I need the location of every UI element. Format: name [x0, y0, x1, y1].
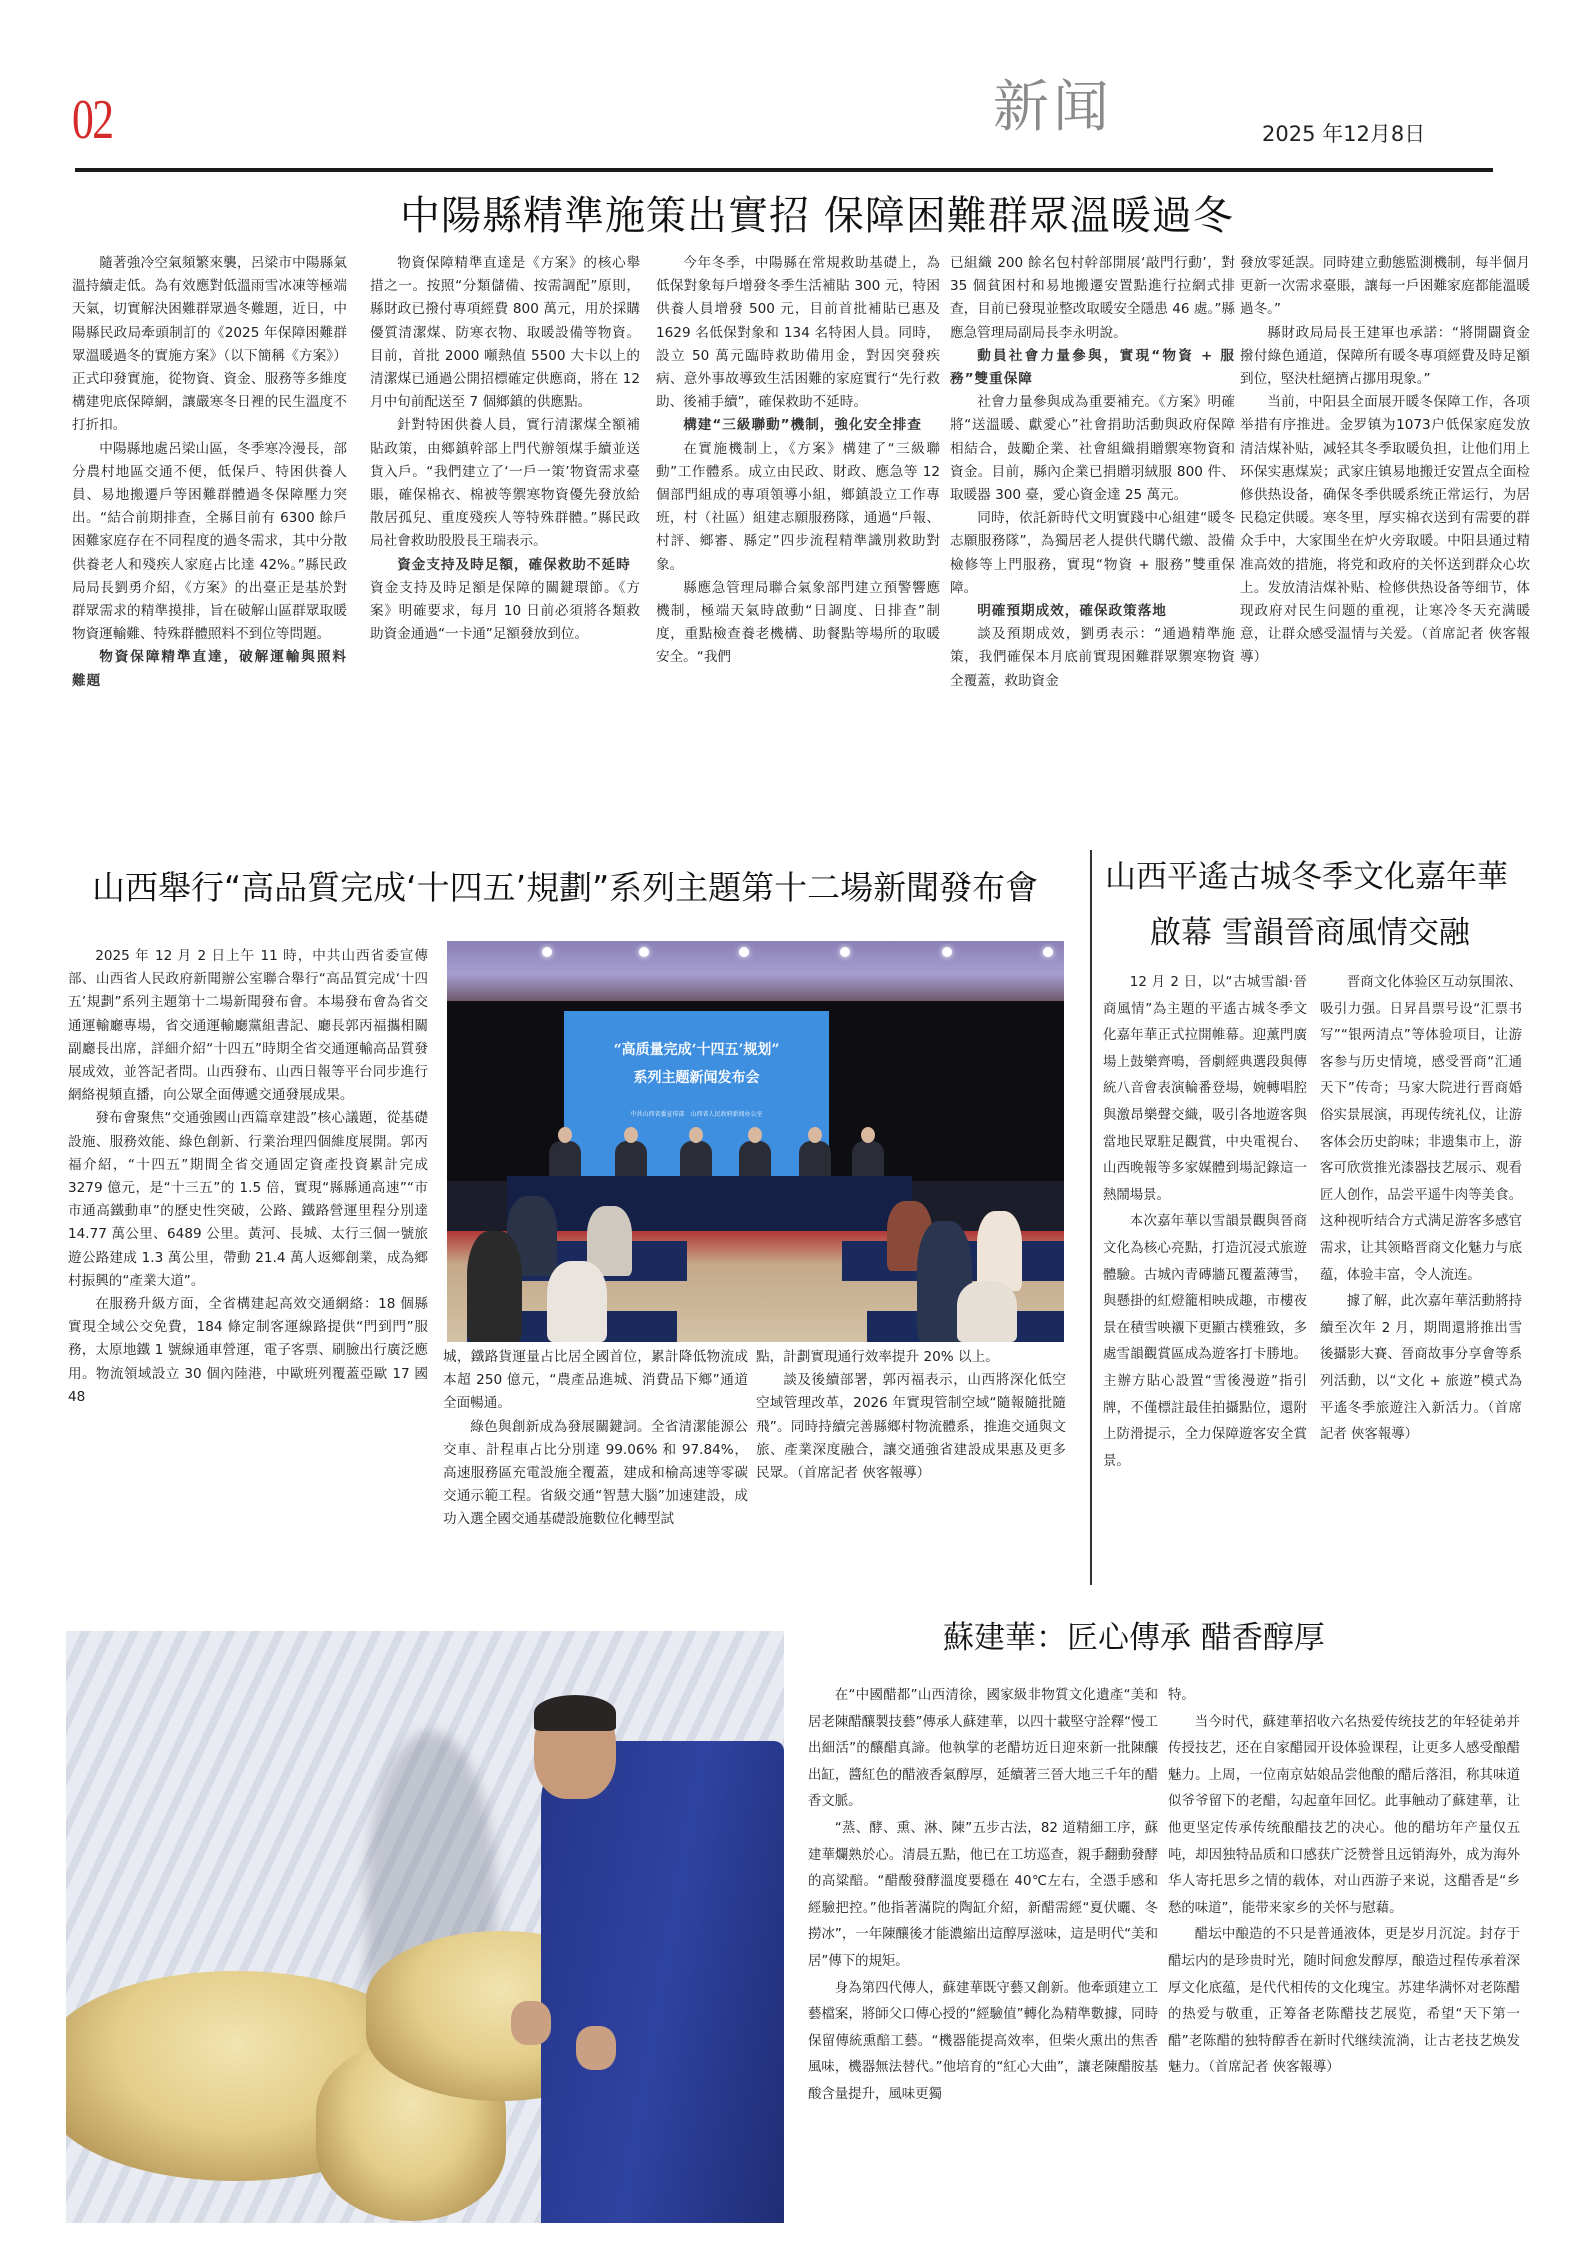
paragraph: 当前，中阳县全面展开暖冬保障工作，各项举措有序推进。金罗镇为1073户低保家庭发放清洁煤补贴，减轻其冬季取暖负担，让他们用上环保实惠煤炭；武家庄镇易地搬迁安置点全面检修供热设备，确保冬季供暖系统正常运行，为居民稳定供暖。寒冬里，厚实棉衣送到有需要的群众手中，大家围坐在炉火旁取暖。中阳县通过精准高效的措施，将党和政府的关怀送到群众心坎上。发放清洁煤补贴、检修供热设备等细节，体现政府对民生问题的重视，让寒冷冬天充满暖意，让群众感受温情与关爱。（首席記者 俠客報導）	[1240, 394, 1530, 666]
paragraph: 談及後續部署，郭丙福表示，山西將深化低空空域管理改革，2026 年實現管制空域“隨報隨批隨飛”。同時持續完善縣鄉村物流體系，推進交通與文旅、產業深度融合，讓交通強省建設成果惠及更多民眾。（首席記者 俠客報導）	[756, 1372, 1066, 1482]
page-number: 02	[72, 89, 113, 151]
speaker-table	[507, 1176, 912, 1231]
subheading: 資金支持及時足額，確保救助不延時	[397, 556, 631, 573]
paragraph: 發放零延誤。同時建立動態監測機制，每半個月更新一次需求臺賬，讓每一戶困難家庭都能溫暖過冬。”	[1240, 255, 1530, 318]
paragraph: 当今时代，蘇建華招收六名热爱传统技艺的年轻徒弟并传授技艺，还在自家醋园开设体验课程，让更多人感受酿醋魅力。上周，一位南京姑娘品尝他酿的醋后落泪，称其味道似爷爷留下的老醋，勾起童年回忆。此事触动了蘇建華，让他更坚定传承传统酿醋技艺的决心。他的醋坊年产量仅五吨，却因独特品质和口感获广泛赞誉且远销海外，成为海外华人寄托思乡之情的载体，对山西游子来说，这醋香是“乡愁的味道”，能带来家乡的关怀与慰藉。	[1168, 1714, 1520, 1916]
paragraph: 隨著強冷空氣頻繁來襲，呂梁市中陽縣氣溫持續走低。為有效應對低溫雨雪冰凍等極端天氣，切實解決困難群眾過冬難題，近日，中陽縣民政局牽頭制訂的《2025 年保障困難群眾溫暖過冬的實施方案》（以下簡稱《方案》）正式印發實施，從物資、資金、服務等多維度構建兜底保障網，讓嚴寒冬日裡的民生溫度不打折扣。	[72, 255, 347, 434]
press-conference-photo	[447, 941, 1064, 1342]
masthead-divider	[75, 168, 1493, 172]
subheading: 明確預期成效，確保政策落地	[977, 603, 1167, 620]
article4-headline: 蘇建華：匠心傳承 醋香醇厚	[943, 1620, 1325, 1656]
paragraph: 社會力量參與成為重要補充。《方案》明確將“送溫暖、獻愛心”社會捐助活動與政府保障相結合，鼓勵企業、社會組織捐贈禦寒物資和資金。目前，縣內企業已捐贈羽絨服 800 件、取暖器 300 臺，愛心資金達 25 萬元。	[950, 394, 1235, 504]
paragraph: 今年冬季，中陽縣在常規救助基礎上，為低保對象每戶增發冬季生活補貼 300 元，特困供養人員增發 500 元，目前首批補貼已惠及 1629 名低保對象和 134 名特困人員。同時，設立 50 萬元臨時救助備用金，對因突發疾病、意外事故導致生活困難的家庭實行“先行救助、後補手續”，確保救助不延時。	[656, 255, 940, 411]
subheading: 動員社會力量參與，實現“物資 + 服務”雙重保障	[950, 347, 1235, 388]
ceiling	[447, 941, 1064, 1001]
paragraph: 在服務升級方面，全省構建起高效交通網絡：18 個縣實現全域公交免費，184 條定制客運線路提供“門到門”服務，太原地鐵 1 號線通車營運，電子客票、刷臉出行廣泛應用。物流領域設立 30 個內陸港，中歐班列覆蓋亞歐 17 國 48	[68, 1296, 428, 1405]
paragraph: 縣應急管理局聯合氣象部門建立預警響應機制，極端天氣時啟動“日調度、日排查”制度，重點檢查養老機構、助餐點等場所的取暖安全。“我們	[656, 579, 940, 666]
subheading: 物資保障精準直達，破解運輸與照料難題	[72, 649, 347, 689]
article1-column-3	[656, 252, 940, 670]
issue-date: 2025 年12月8日	[1262, 122, 1426, 146]
paragraph: 中陽縣地處呂梁山區，冬季寒冷漫長，部分農村地區交通不便，低保戶、特困供養人員、易地搬遷戶等困難群體過冬保障壓力突出。“結合前期排查，全縣目前有 6300 餘戶困難家庭存在不同程度的過冬需求，其中分散供養老人和殘疾人家庭占比達 42%。”縣民政局局長劉勇介紹，《方案》的出臺正是基於對群眾需求的精準摸排，旨在破解山區群眾取暖物資運輸難、特殊群體照料不到位等問題。	[72, 440, 347, 643]
article1-column-4	[950, 252, 1235, 693]
article1-column-2	[370, 252, 640, 646]
paragraph: 醋坛中酿造的不只是普通液体，更是岁月沉淀。封存于醋坛内的是珍贵时光，随时间愈发醇厚，酿造过程传承着深厚文化底蕴，是代代相传的文化瑰宝。苏建华满怀对老陈醋的热爱与敬重，正筹备老陈醋技艺展览，希望“天下第一醋”老陈醋的独特醇香在新时代继续流淌，让古老技艺焕发魅力。（首席記者 俠客報導）	[1168, 1927, 1520, 2076]
paragraph: 晋商文化体验区互动氛围浓、吸引力强。日昇昌票号设“汇票书写”“银两清点”等体验项目，让游客参与历史情境，感受晋商“汇通天下”传奇；马家大院进行晋商婚俗实景展演，再现传统礼仪，让游客体会历史韵味；非遗集市上，游客可欣赏推光漆器技艺展示、观看匠人创作，品尝平遥牛肉等美食。这种视听结合方式满足游客多感官需求，让其领略晋商文化魅力与底蕴，体验丰富，令人流连。	[1320, 975, 1522, 1283]
article1-headline: 中陽縣精準施策出實招 保障困難群眾溫暖過冬	[400, 193, 1234, 239]
paragraph: 特。	[1168, 1688, 1195, 1703]
subheading: 構建“三級聯動”機制，強化安全排查	[683, 417, 922, 434]
section-title: 新闻	[993, 75, 1113, 140]
column-divider	[1090, 850, 1092, 1585]
article3-column-left	[1103, 970, 1307, 1475]
presentation-screen: “高质量完成‘十四五’规划” 系列主题新闻发布会 中共山西省委宣传部 山西省人民政府新闻办公室	[564, 1011, 829, 1176]
paragraph: 在“中國醋都”山西清徐，國家級非物質文化遺產“美和居老陳醋釀製技藝”傳承人蘇建華，以四十載堅守詮釋“慢工出細活”的釀醋真諦。他執掌的老醋坊近日迎來新一批陳釀出缸，醬紅色的醋液香氣醇厚，延續著三晉大地三千年的醋香文脈。	[808, 1688, 1158, 1810]
vinegar-artisan-photo	[66, 1631, 784, 2223]
paragraph: “蒸、酵、熏、淋、陳”五步古法，82 道精細工序，蘇建華爛熟於心。清晨五點，他已在工坊巡查，親手翻動發酵的高粱醅。“醋酸發酵溫度要穩在 40℃左右，全憑手感和經驗把控。”他指著滿院的陶缸介紹，新醋需經“夏伏曬、冬撈冰”，一年陳釀後才能濃縮出這醇厚滋味，這是明代“美和居”傳下的規矩。	[808, 1820, 1158, 1969]
paragraph: 城，鐵路貨運量占比居全國首位，累計降低物流成本超 250 億元，“農產品進城、消費品下鄉”通道全面暢通。	[443, 1349, 748, 1412]
paragraph: 針對特困供養人員，實行清潔煤全額補貼政策，由鄉鎮幹部上門代辦領煤手續並送貨入戶。“我們建立了‘一戶一策’物資需求臺賬，確保棉衣、棉被等禦寒物資優先發放給散居孤兒、重度殘疾人等特殊群體。”縣民政局社會救助股股長王瑞表示。	[370, 417, 640, 550]
artisan-figure	[541, 1741, 784, 2223]
article3-column-right	[1320, 970, 1522, 1449]
article3-headline-line2: 啟幕 雪韻晉商風情交融	[1150, 915, 1470, 951]
article1-column-5	[1240, 252, 1530, 670]
article2-headline: 山西舉行“高品質完成‘十四五’規劃”系列主題第十二場新聞發布會	[92, 868, 1039, 907]
paragraph: 身為第四代傳人，蘇建華既守藝又創新。他牽頭建立工藝檔案，將師父口傳心授的“經驗值”轉化為精準數據，同時保留傳統熏醅工藝。“機器能提高效率，但柴火熏出的焦香風味，機器無法替代。”他培育的“紅心大曲”，讓老陳醋胺基酸含量提升，風味更獨	[808, 1980, 1158, 2102]
paragraph: 2025 年 12 月 2 日上午 11 時，中共山西省委宣傳部、山西省人民政府新聞辦公室聯合舉行“高品質完成‘十四五’規劃”系列主題第十二場新聞發布會。本場發布會為省交通運輸廳專場，省交通運輸廳黨組書記、廳長郭丙福攜相關副廳長出席，詳細介紹“十四五”時期全省交通運輸高品質發展成效，並答記者問。山西發布、山西日報等平台同步進行網絡視頻直播，向公眾全面傳遞交通發展成果。	[68, 948, 428, 1104]
paragraph: 在實施機制上，《方案》構建了“三級聯動”工作體系。成立由民政、財政、應急等 12 個部門組成的專項領導小組，鄉鎮設立工作專班，村（社區）組建志願服務隊，通過“戶報、村評、鄉審、縣定”四步流程精準識別救助對象。	[656, 440, 940, 573]
paragraph: 12 月 2 日，以“古城雪韻·晉商風情”為主題的平遙古城冬季文化嘉年華正式拉開帷幕。迎薰門廣場上鼓樂齊鳴，晉劇經典選段與傳統八音會表演輪番登場，婉轉唱腔與激昂樂聲交織，吸引各地遊客與當地民眾駐足觀賞，中央電視台、山西晚報等多家媒體到場記錄這一熱鬧場景。	[1103, 975, 1307, 1203]
article2-column-right	[756, 1346, 1066, 1485]
paragraph: 同時，依託新時代文明實踐中心組建“暖冬志願服務隊”，為獨居老人提供代購代繳、設備檢修等上門服務，實現“物資 + 服務”雙重保障。	[950, 510, 1235, 596]
paragraph: 縣財政局局長王建軍也承諾：“將開闢資金撥付綠色通道，保障所有暖冬專項經費及時足額到位，堅決杜絕擠占挪用現象。”	[1240, 324, 1530, 388]
paragraph: 綠色與創新成為發展關鍵詞。全省清潔能源公交車、計程車占比分別達 99.06% 和 97.84%，高速服務區充電設施全覆蓋，建成和榆高速等零碳交通示範工程。省級交通“智慧大腦”加速建設，成功入選全國交通基礎設施數位化轉型試	[443, 1418, 748, 1528]
paragraph: 物資保障精準直達是《方案》的核心舉措之一。按照“分類儲備、按需調配”原則，縣財政已撥付專項經費 800 萬元，用於採購優質清潔煤、防寒衣物、取暖設備等物資。目前，首批 2000 噸熱值 5500 大卡以上的清潔煤已通過公開招標確定供應商，將在 12 月中旬前配送至 7 個鄉鎮的供應點。	[370, 255, 640, 411]
paragraph: 本次嘉年華以雪韻景觀與晉商文化為核心亮點，打造沉浸式旅遊體驗。古城內青磚牆瓦覆蓋薄雪，與懸掛的紅燈籠相映成趣，市樓夜景在積雪映襯下更顯古樸雅致，多處雪韻觀賞區成為遊客打卡勝地。主辦方貼心設置“雪後漫遊”指引牌，不僅標註最佳拍攝點位，還附上防滑提示，全力保障遊客安全賞景。	[1103, 1214, 1307, 1469]
article2-column-left	[68, 945, 428, 1409]
article3-headline-line1: 山西平遙古城冬季文化嘉年華	[1105, 859, 1508, 895]
paragraph: 談及預期成效，劉勇表示：“通過精準施策，我們確保本月底前實現困難群眾禦寒物資全覆蓋，救助資金	[950, 626, 1235, 689]
paragraph: 發布會聚焦“交通強國山西篇章建設”核心議題，從基礎設施、服務效能、綠色創新、行業治理四個維度展開。郭丙福介紹，“十四五”期間全省交通固定資產投資累計完成 3279 億元，是“十三五”的 1.5 倍，實現“縣縣通高速”“市市通高鐵動車”的歷史性突破，公路、鐵路營運里程分別達 14.77 萬公里、6489 公里。黃河、長城、太行三個一號旅遊公路建成 1.3 萬公里，帶動 21.4 萬人返鄉創業，成為鄉村振興的“產業大道”。	[68, 1110, 428, 1289]
paragraph: 據了解，此次嘉年華活動將持續至次年 2 月，期間還將推出雪後攝影大賽、晉商故事分享會等系列活動，以“文化 + 旅遊”模式為平遙冬季旅遊注入新活力。（首席記者 俠客報導）	[1320, 1294, 1522, 1443]
paragraph: 點，計劃實現通行效率提升 20% 以上。	[756, 1349, 999, 1365]
paragraph: 資金支持及時足額是保障的關鍵環節。《方案》明確要求，每月 10 日前必須將各類救助資金通過“一卡通”足額發放到位。	[370, 579, 640, 643]
article4-column-right	[1168, 1683, 1520, 2082]
paragraph: 已組織 200 餘名包村幹部開展‘敲門行動’，對 35 個貧困村和易地搬遷安置點進行拉網式排查，目前已發現並整改取暖安全隱患 46 處。”縣應急管理局副局長李永明說。	[950, 255, 1235, 341]
article4-column-left	[808, 1683, 1158, 2109]
article1-column-1	[72, 252, 347, 693]
article2-column-mid	[443, 1346, 748, 1532]
